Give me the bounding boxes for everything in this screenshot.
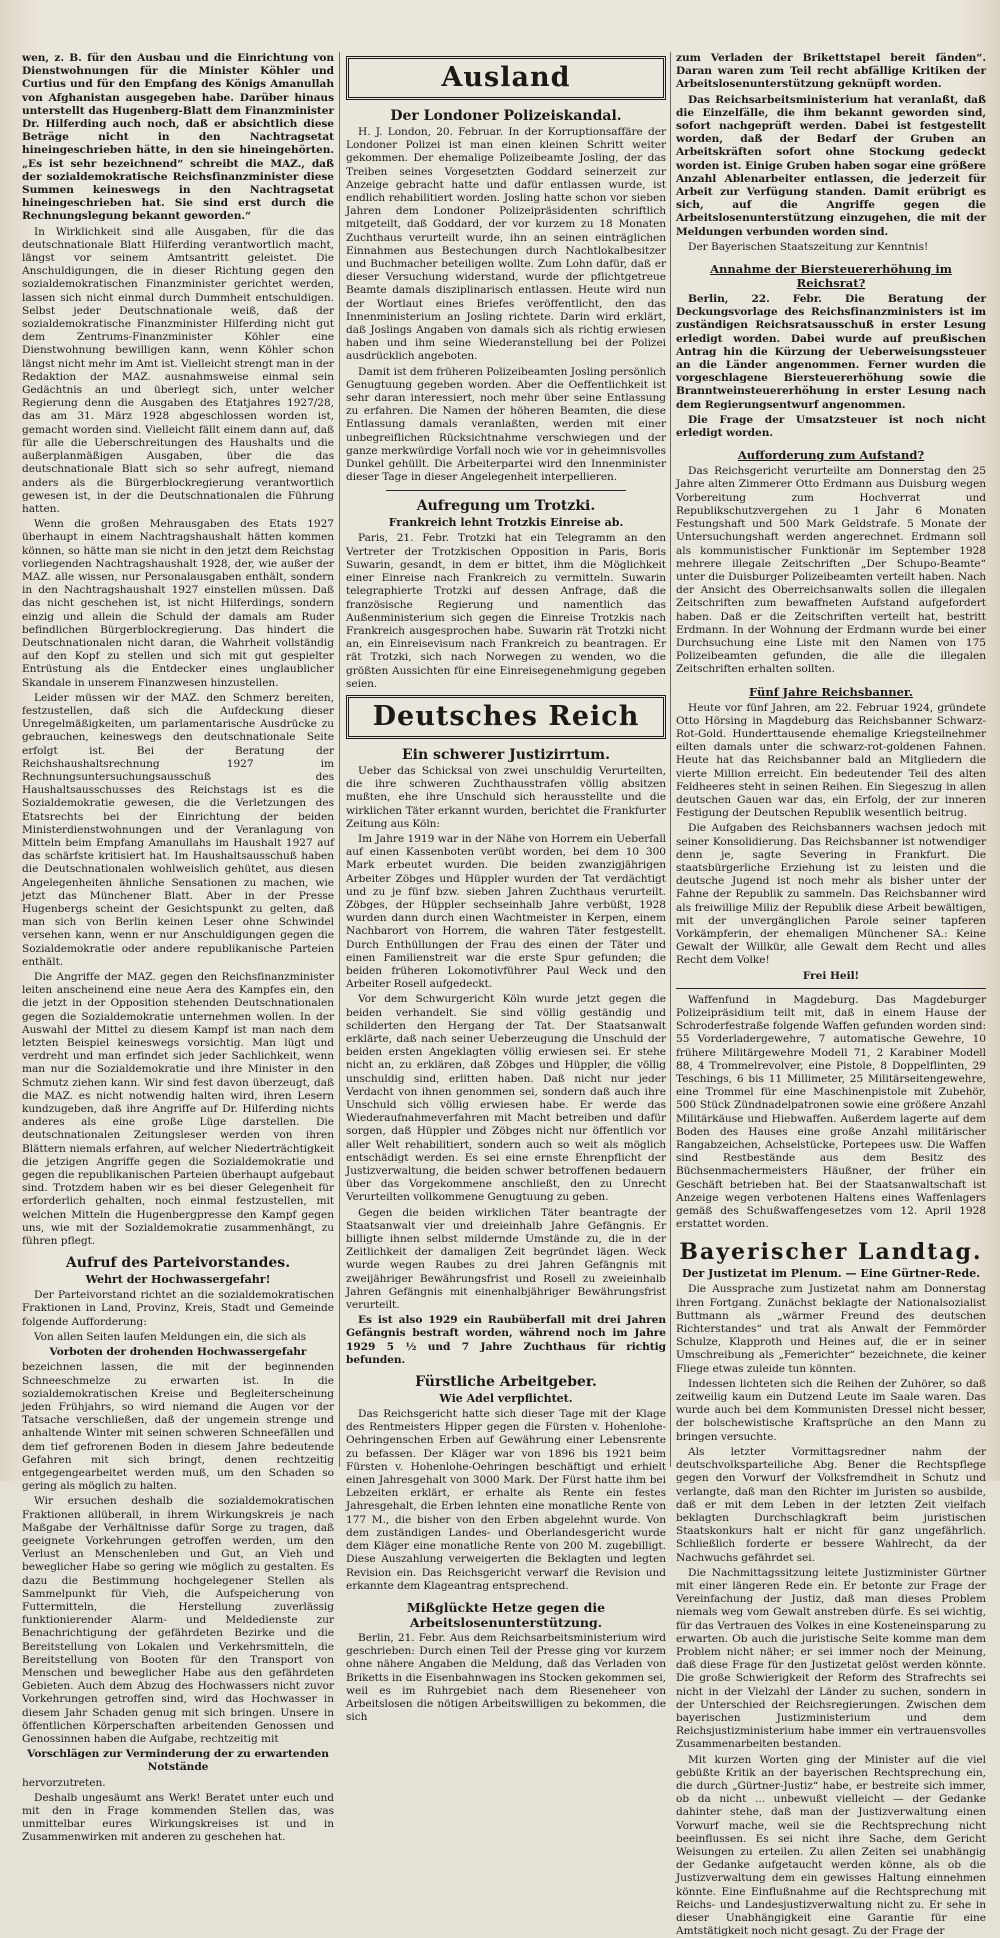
section-heading-ausland: Ausland bbox=[346, 56, 666, 100]
article-paragraph: Ueber das Schicksal von zwei unschuldig Verurteilten, die ihre schweren Zuchthausstrafen völlig absitzen mußten, ehe ihre Unschuld sich herausstellte und die wirklichen Täter erkannt wurden, berichtet die Frankfurter Zeitung aus Köln: bbox=[346, 764, 666, 830]
article-paragraph: zum Verladen der Brikettstapel bereit fänden“. Daran waren zum Teil recht abfällige Kritiken der Arbeitslosenunterstützung geknüpft worden. bbox=[676, 52, 986, 91]
article-paragraph: Die Frage der Umsatzsteuer ist noch nicht erledigt worden. bbox=[676, 413, 986, 440]
subheadline-trotzki: Frankreich lehnt Trotzkis Einreise ab. bbox=[388, 516, 624, 530]
article-paragraph: Deshalb ungesäumt ans Werk! Beratet unter euch und mit den in Frage kommenden Stellen das, was unmittelbar eures Wirkungskreises ist und in Zusammenwirken mit anderen zu geschehen hat. bbox=[22, 1791, 334, 1844]
column-right bbox=[676, 52, 986, 1938]
headline-fuerst: Fürstliche Arbeitgeber. bbox=[415, 1374, 597, 1391]
headline-reichsbanner: Fünf Jahre Reichsbanner. bbox=[749, 684, 913, 699]
article-paragraph: hervorzutreten. bbox=[22, 1776, 106, 1789]
article-paragraph: bezeichnen lassen, die mit der beginnenden Schneeschmelze zu erwarten ist. In die sozialdemokratischen Kreise und Begleiterscheinung jeden Frühjahrs, so wird niemand die Augen vor der Tatsache verschließen, daß der ungemein strenge und anhaltende Winter mit seinen schweren Schneefällen und dem tief gefrorenen Boden in diesem Jahre bedeutende Gefahren mit sich bringt, denen rechtzeitig entgegengearbeitet werden muß, um den Schaden so gering als möglich zu halten. bbox=[22, 1361, 334, 1493]
emphasis-line: Vorboten der drohenden Hochwassergefahr bbox=[49, 1346, 307, 1359]
article-paragraph: Von allen Seiten laufen Meldungen ein, die sich als bbox=[34, 1330, 307, 1343]
article-paragraph: Der Parteivorstand richtet an die sozialdemokratischen Fraktionen in Land, Provinz, Kreis, Stadt und Gemeinde folgende Aufforderung: bbox=[22, 1289, 334, 1328]
subheadline-fuerst: Wie Adel verpflichtet. bbox=[439, 1392, 573, 1406]
article-paragraph: Indessen lichteten sich die Reihen der Zuhörer, so daß zeitweilig kaum ein Dutzend Leute im Saale waren. Das wurde auch bei dem Kommunisten Dressel nicht besser, der bolschewistische Kraftsprüche an den Mann zu bringen versuchte. bbox=[676, 1377, 986, 1443]
article-paragraph: Im Jahre 1919 war in der Nähe von Horrem ein Ueberfall auf einen Kassenboten verübt worden, bei dem 10 300 Mark erbeutet wurden. Die beiden zwanzigjährigen Arbeiter Zöbges und Hüppler wurden der Tat verdächtigt und zu je fünf bzw. sieben Jahren Zuchthaus verurteilt. Zöbges, der Hüppler sechseinhalb Jahre verbüßt, 1928 wurden dann durch einen Wachtmeister in Kerpen, einem Nachbarort von Horrem, die wahren Täter festgestellt. Durch Enthüllungen der Frau des einen der Täter und einen Familienstreit war die erste Spur gefunden; die beiden früheren Lokomotivführer Paul Weck und den Arbeiter Rosell aufgedeckt. bbox=[346, 832, 666, 991]
subheadline-landtag: Der Justizetat im Plenum. — Eine Gürtner-Rede. bbox=[681, 1267, 981, 1281]
article-paragraph: Wenn die großen Mehrausgaben des Etats 1927 überhaupt in einem Nachtragshaushalt hätten kommen können, so hätte man sie nicht in den jetzt dem Reichstag vorliegenden Nachtragshaushalt 1928, der, wie außer der MAZ. alle wissen, nur Personalausgaben enthält, sondern in den Nachtragshaushalt 1927 einstellen müssen. Daß das nicht geschehen ist, ist nicht Hilferdings, sondern einzig und allein die Schuld der damals am Ruder befindlichen Bürgerblockregierung. Das hindert die Deutschnationalen nicht daran, die Wahrheit vollständig auf den Kopf zu stellen und sich mit gut gespielter Entrüstung als die Entdecker eines unglaublicher Skandale in unserem Finanzwesen hinzustellen. bbox=[22, 518, 334, 689]
headline-hetze: Mißglückte Hetze gegen die Arbeitslosenunterstützung. bbox=[406, 1599, 606, 1630]
column-middle bbox=[346, 52, 666, 1724]
article-paragraph: Das Reichsarbeitsministerium hat veranlaßt, daß die Einzelfälle, die ihm bekannt geworden sind, sofort nachgeprüft werden. Dabei ist festgestellt worden, daß der Bedarf der Gruben an Arbeitskräften sofort ohne Stockung gedeckt worden ist. Einige Gruben haben sogar eine größere Anzahl Ablenarbeiter entlassen, die jederzeit für Arbeit zur Verfügung standen. Damit erübrigt es sich, auf die Angriffe gegen die Arbeitslosenunterstützung einzugehen, die mit der Meldungen verbunden worden sind. bbox=[676, 93, 986, 238]
article-paragraph: Mit kurzen Worten ging der Minister auf die viel gebüßte Kritik an der bayerischen Rechtsprechung ein, die durch „Gürtner-Justiz“ habe, er bestreite sich immer, ob da nicht ... unbewußt vielleicht — der Gedanke dahinter stehe, daß man der Justizverwaltung einen Vorwurf mache, weil sie die Rechtsprechung nicht beeinflussen. Es sei nicht ihre Sache, dem Gericht Weisungen zu erteilen. Zu allen Zeiten sei unabhängig der Gedanke aufgetaucht werden könne, als ob die Justizverwaltung dem ein gewisses Haltung einnehmen könnte. Eine Einflußnahme auf die Rechtsprechung mit Reichs- und Landesjustizverwaltung nicht zu. Er sehe in dieser Unabhängigkeit eine Garantie für eine Amtstätigkeit noch nicht gesagt. Zu der Frage der bbox=[676, 1753, 986, 1938]
article-paragraph: Die Nachmittagssitzung leitete Justizminister Gürtner mit einer längeren Rede ein. Er betonte zur Frage der Vereinfachung der Justiz, daß man dieses Problem niemals weg vom Gewalt anstreben dürfe. Es sei wichtig, für das Vertrauen des Volkes in eine Kosteneinsparung zu erwarten. Ob auch die juristische Seite komme man dem Problem nicht näher; er sei immer noch der Meinung, daß diese Frage für den Justizetat gelöst werden könnte. Die große Schwierigkeit der Reform des Strafrechts sei nicht in der Vielzahl der Länder zu suchen, sondern in der Unterschied der Reichsregierungen. Zwischen dem bayerischen Justizministerium und dem Reichsjustizministerium habe immer ein vertrauensvolles Zusammenarbeiten bestanden. bbox=[676, 1566, 986, 1751]
subheadline-aufruf: Wehrt der Hochwassergefahr! bbox=[85, 1273, 271, 1287]
closing-salute: Frei Heil! bbox=[802, 969, 860, 982]
article-paragraph: Das Reichsgericht hatte sich dieser Tage mit der Klage des Rentmeisters Hipper gegen die Fürsten v. Hohenlohe-Oehringenschen Erben auf Gewährung einer Lebensrente zu befassen. Der Kläger war von 1896 bis 1921 beim Fürsten v. Hohenlohe-Oehringen beschäftigt und erhielt einen Jahresgehalt von 3000 Mark. Der Fürst hatte ihm bei Lebzeiten erklärt, er erhalte als Rente ein festes Jahresgehalt, die Erben lehnten eine monatliche Rente von 177 M., die bisher von den Erben abgelehnt wurde. Von dem zuständigen Landes- und Oberlandesgericht wurde dem Kläger eine monatliche Rente von 200 M. zugebilligt. Diese Auszahlung verweigerten die Beklagten und legten Revision ein. Das Reichsgericht verwarf die Revision und erkannte dem Klageantrag entsprechend. bbox=[346, 1408, 666, 1592]
article-paragraph: Die Angriffe der MAZ. gegen den Reichsfinanzminister leiten anscheinend eine neue Aera des Kampfes ein, den die jetzt in der Opposition stehenden Deutschnationalen gegen die Sozialdemokratie unternehmen wollen. In der Auswahl der Mittel zu diesem Kampf ist man nach dem letzten Beispiel keineswegs vorsichtig. Man lügt und verdreht und man erfindet sich jeder Sachlichkeit, wenn man nur die Sozialdemokratie und ihre Minister in den Schmutz ziehen kann. Wir sind fest davon überzeugt, daß die MAZ. es nicht notwendig halten wird, ihren Lesern kundzugeben, daß ihre Angriffe auf Dr. Hilferding nichts anderes als eine große Lüge darstellen. Die deutschnationalen Zeitungsleser werden von ihren Blättern niemals erfahren, auf welcher Niederträchtigkeit die jetzigen Angriffe gegen die Sozialdemokratie und gegen die republikanischen Parteien überhaupt aufgebaut sind. Trotzdem haben wir es bei dieser Gelegenheit für erforderlich gehalten, noch einmal festzustellen, mit welchen Mitteln die Hugenbergpresse den Kampf gegen uns, wie mit der Sozialdemokratie zusammenhängt, zu führen pflegt. bbox=[22, 971, 334, 1248]
headline-polizei: Der Londoner Polizeiskandal. bbox=[390, 108, 622, 124]
article-paragraph: Berlin, 21. Febr. Aus dem Reichsarbeitsministerium wird geschrieben: Durch einen Teil der Presse ging vor kurzem ohne nähere Angaben die Meldung, daß das Verladen von Briketts in die Eisenbahnwagen ins Stocken gekommen sei, weil es im Ruhrgebiet nach dem Rieseneheer von Arbeitslosen die nötigen Arbeitswilligen zu bekommen, die sich bbox=[346, 1631, 666, 1724]
article-paragraph: In Wirklichkeit sind alle Ausgaben, für die das deutschnationale Blatt Hilferding verantwortlich macht, längst vor seinem Amtsantritt geleistet. Die Anschuldigungen, die in dieser Richtung gegen den sozialdemokratischen Finanzminister gerichtet werden, lassen sich nicht einmal durch Dummheit entschuldigen. Selbst jeder Deutschnationale weiß, daß der sozialdemokratische Finanzminister Hilferding nicht gut dem Zentrums-Finanzminister Köhler eine Dienstwohnung bewilligen kann, wenn Köhler schon längst nicht mehr im Amt ist. Vielleicht strengt man in der Redaktion der MAZ. ausnahmsweise einmal sein Gedächtnis an und überlegt sich, unter welcher Regierung denn die Ausgaben des Etatjahres 1927/28, das am 31. März 1928 abgeschlossen worden ist, gemacht worden sind. Vielleicht fällt einem dann auf, daß für alle die Ueberschreitungen des Haushalts und die außerplanmäßigen Ausgaben, über die das deutschnationale Blatt sich so sehr aufregt, niemand anders als die Bürgerblockregierung verantwortlich gewesen ist, in der die Deutschnationalen die Führung hatten. bbox=[22, 225, 334, 515]
separator bbox=[386, 490, 626, 491]
article-paragraph: Die Aufgaben des Reichsbanners wachsen jedoch mit seiner Konsolidierung. Das Reichsbanner ist notwendiger denn je, sagte Severing in Frankfurt. Die staatsbürgerliche Erziehung ist zu leisten und die deutsche Jugend ist noch mehr als bisher unter der Fahne der Republik zu sammeln. Das Reichsbanner wird als freiwillige Miliz der Republik diese Arbeit bewältigen, mit der unvergänglichen Parole seiner tapferen Vorkämpferin, der ehemaligen Münchener SA.: Keine Gewalt der Willkür, alle Gewalt dem Recht und alles Recht dem Volke! bbox=[676, 822, 986, 967]
headline-aufruf: Aufruf des Parteivorstandes. bbox=[65, 1255, 291, 1272]
article-paragraph: Der Bayerischen Staatszeitung zur Kenntnis! bbox=[688, 240, 929, 253]
article-paragraph: Wir ersuchen deshalb die sozialdemokratischen Fraktionen allüberall, in ihrem Wirkungskreis je nach Maßgabe der Verhältnisse dafür Sorge zu tragen, daß geeignete Vorkehrungen getroffen werden, um den Verlust an Menschenleben und Gut, an Vieh und beweglicher Habe so gering wie möglich zu gestalten. Es dazu die Bestimmung hochgelegener Stellen als Sammelpunkt für Vieh, die Aufspeicherung von Futtermitteln, die Herstellung zuverlässig funktionierender Alarm- und Meldedienste zur Benachrichtigung der gefährdeten Bezirke und die Bereitstellung von Lokalen und Verkehrsmitteln, die Bereitstellung von Booten für den Transport von Menschen und beweglicher Habe aus den gefährdeten Gebieten. Auch dem Abzug des Hochwassers nicht zuvor Vorkehrungen getroffen sind, wird das Hochwasser in diesem Jahr Schaden genug mit sich bringen. Unsere in öffentlichen Körperschaften arbeitenden Genossen und Genossinnen haben die Aufgabe, rechtzeitig mit bbox=[22, 1495, 334, 1745]
headline-aufforderung: Aufforderung zum Aufstand? bbox=[737, 448, 925, 463]
column-left bbox=[22, 52, 334, 1844]
column-rule bbox=[670, 52, 671, 1467]
article-paragraph: Das Reichsgericht verurteilte am Donnerstag den 25 Jahre alten Zimmerer Otto Erdmann aus Duisburg wegen Vorbereitung zum Hochverrat und Republikschutzvergehen zu 1 Jahr 6 Monaten Festungshaft und 500 Mark Geldstrafe. 5 Monate der Untersuchungshaft werden angerechnet. Erdmann soll als kommunistischer Funktionär im September 1928 mehrere illegale Zeitschriften „Der Schupo-Beamte“ unter die Duisburger Polizeibeamten verteilt haben. Nach der Ansicht des Oberreichsanwalts sollen die illegalen Zeitschriften zum bewaffneten Aufstand aufgefordert haben. Daß er die Zeitschriften verteilt hat, bestritt Erdmann. In der Wohnung der Erdmann wurde bei einer Durchsuchung eine Liste mit den Namen von 175 Polizeibeamten gefunden, die alle die illegalen Zeitschriften erhalten sollten. bbox=[676, 465, 986, 676]
column-rule bbox=[339, 52, 340, 1467]
article-paragraph: Vor dem Schwurgericht Köln wurde jetzt gegen die beiden verhandelt. Sie sind völlig geständig und schilderten den Hergang der Tat. Der Staatsanwalt erklärte, daß nach seiner Ueberzeugung die Unschuld der beiden ersten Angeklagten völlig erwiesen sei. Er stehe nicht an, zu erklären, daß Zöbges und Hüppler, die völlig unschuldig sind, erlitten haben. Daß nicht nur jeder Verdacht von ihnen genommen sei, sondern daß auch ihre Unschuld sich völlig erwiesen habe. Er werde das Wiederaufnahmeverfahren mit Macht betreiben und dafür sorgen, daß Hüppler und Zöbges nicht nur öffentlich vor aller Welt rehabilitiert, sondern auch so weit als möglich entschädigt werden. Es sei eine ernste Ehrenpflicht der Justizverwaltung, die beiden schwer betroffenen bedauern über das Vorgekommene anschließt, den zu Unrecht Verurteilten vollkommene Genugtuung zu geben. bbox=[346, 993, 666, 1204]
headline-justiz: Ein schwerer Justizirrtum. bbox=[402, 746, 610, 763]
article-paragraph: Berlin, 22. Febr. Die Beratung der Deckungsvorlage des Reichsfinanzministers ist im zuständigen Reichsratsausschuß in erster Lesung erledigt worden. Dabei wurde auf preußischen Antrag hin die Kürzung der Ueberweisungssteuer an die Länder angenommen. Ferner wurden die vorgeschlagene Biersteuererhöhung sowie die Branntweinsteuererhöhung in erster Lesung nach dem Regierungsentwurf angenommen. bbox=[676, 293, 986, 411]
article-paragraph: Paris, 21. Febr. Trotzki hat ein Telegramm an den Vertreter der Trotzkischen Opposition in Paris, Boris Suwarin, gesandt, in dem er bittet, ihm die Möglichkeit einer Einreise nach Frankreich zu vermitteln. Suwarin telegraphierte Trotzki auf dessen Anfrage, daß die französische Regierung und namentlich das Außenministerium sich gegen die Einreise Trotzkis nach Frankreich ausgesprochen habe. Suwarin rät Trotzki nicht an, ein Einreisevisum nach Frankreich zu beantragen. Er rät Trotzki, sich nach Norwegen zu wenden, wo die größten Aussichten für eine Einreisegenehmigung gegeben seien. bbox=[346, 532, 666, 690]
article-paragraph: Als letzter Vormittagsredner nahm der deutschvolksparteiliche Abg. Bener die Rechtspflege gegen den Vorwurf der Volksfremdheit in Schutz und verlangte, daß man den Richter im Juristen so ausbilde, daß er mit dem Leben in der letzten Zeit vielfach beklagten Durchschlagkraft beim juristischen Staatskonkurs halt er nicht für ganz ungefährlich. Schließlich forderte er bessere Wahlrecht, da der Nachwuchs gefährdet sei. bbox=[676, 1445, 986, 1564]
headline-landtag: Bayerischer Landtag. bbox=[679, 1239, 983, 1266]
article-paragraph: wen, z. B. für den Ausbau und die Einrichtung von Dienstwohnungen für die Minister Köhler und Curtius und für den Empfang des Königs Amanullah von Afghanistan ausgegeben habe. Darüber hinaus unterstellt das Hugenberg-Blatt dem Finanzminister Dr. Hilferding auch noch, daß er absichtlich diese Beträge nicht in den Nachtragsetat hineingeschrieben hätte, in den sie hineingehörten. „Es ist sehr bezeichnend“ schreibt die MAZ., daß der sozialdemokratische Reichsfinanzminister diese Summen keineswegs in den Nachtragsetat hineingeschrieben hat. Sie sind erst durch die Rechnungslegung bekannt geworden.“ bbox=[22, 52, 334, 223]
article-paragraph: Leider müssen wir der MAZ. den Schmerz bereiten, festzustellen, daß sich die Aufdeckung dieser Unregelmäßigkeiten, um parlamentarische Ausdrücke zu gebrauchen, keineswegs den deutschnationale Seite erfolgt ist. Bei der Beratung der Reichshaushaltsrechnung 1927 im Rechnungsuntersuchungsausschuß des Haushaltsausschusses des Reichstags ist es die Sozialdemokratie gewesen, die die Verletzungen des Etatsrechts bei der Einrichtung der beiden Ministerdienstwohnungen und der Veranlagung von Mitteln beim Empfang Amanullahs im Haushalt 1927 auf das schärfste kritisiert hat. Im Haushaltsausschuß haben die Deutschnationalen wohlweislich gehütet, aus diesen Angelegenheiten ähnliche Sensationen zu machen, wie jetzt das Münchener Blatt. Aber in der Presse Hugenbergs scheint der Gesichtspunkt zu gelten, daß man sich von Berlin keinen Leser ohne Schwindel versehen kann, wenn er nur Anschuldigungen gegen die Sozialdemokratie oder andere republikanische Parteien enthält. bbox=[22, 691, 334, 968]
separator bbox=[676, 988, 986, 989]
article-paragraph: Die Aussprache zum Justizetat nahm am Donnerstag ihren Fortgang. Zunächst beklagte der Nationalsozialist Buttmann als „wärmer Freund des deutschen Richterstandes“ und trat als Anwalt der Femmörder Schulze, Klapproth und Heines auf, die er in seiner Umschreibung als „Femerichter“ bezeichnete, die keiner Fliege etwas zuleide tun könnten. bbox=[676, 1283, 986, 1375]
article-paragraph: Heute vor fünf Jahren, am 22. Februar 1924, gründete Otto Hörsing in Magdeburg das Reichsbanner Schwarz-Rot-Gold. Hunderttausende ehemalige Kriegsteilnehmer eilten damals unter die schwarz-rot-goldenen Fahnen. Heute hat das Reichsbanner bald an Mitgliedern die vierte Million erreicht. Ein bedeutender Teil des alten Feldheeres steht in seinen Reihen. Ein Siegeszug in allen deutschen Gauen war das, ein Erfolg, der zur inneren Festigung der Deutschen Republik wesentlich beitrug. bbox=[676, 701, 986, 820]
emphasis-line: Vorschlägen zur Verminderung der zu erwartenden Notstände bbox=[27, 1748, 329, 1774]
headline-trotzki: Aufregung um Trotzki. bbox=[416, 498, 596, 515]
article-paragraph: H. J. London, 20. Februar. In der Korruptionsaffäre der Londoner Polizei ist man einen kleinen Schritt weiter gekommen. Der ehemalige Polizeibeamte Josling, der das Treiben seines Vorgesetzten Goddard seinerzeit zur Anzeige gebracht hatte und dafür entlassen wurde, ist endlich rehabilitiert worden. Josling hatte schon vor sieben Jahren dem Londoner Polizeipräsidenten schriftlich mitgeteilt, daß Goddard, der vor kurzem zu 18 Monaten Zuchthaus verurteilt wurde, ihn an seinen einträglichen Einnahmen aus Bestechungen durch Nachtlokalbesitzer und Buchmacher beteiligen wollte. Zum Lohn dafür, daß er dieser Versuchung widerstand, wurde der pflichtgetreue Beamte damals disziplinarisch entlassen. Heute wird nun der Wortlaut eines Briefes veröffentlicht, den das Innenministerium an Josling richtete. Darin wird erklärt, daß Joslings Angaben von damals sich als richtig erwiesen haben und ihm seine Wiederanstellung bei der Polizei ausdrücklich angeboten. bbox=[346, 126, 666, 363]
headline-bier: Annahme der Biersteuererhöhung im Reichsrat? bbox=[710, 262, 952, 291]
article-paragraph: Gegen die beiden wirklichen Täter beantragte der Staatsanwalt vier und dreieinhalb Jahre Gefängnis. Er billigte ihnen selbst mildernde Umstände zu, die in der Zeitlichkeit der damaligen Zeit begründet lägen. Weck wurde wegen Raubes zu drei Jahren Gefängnis mit zweijähriger Bewährungsfrist und Rosell zu zweieinhalb Jahren Gefängnis mit einenhalbjähriger Bewährungsfrist verurteilt. bbox=[346, 1206, 666, 1312]
article-paragraph: Waffenfund in Magdeburg. Das Magdeburger Polizeipräsidium teilt mit, daß in einem Hause der Schroderfestraße folgende Waffen gefunden worden sind: 55 Vorderladergewehre, 7 automatische Gewehre, 10 frühere Militärgewehre Modell 71, 2 Karabiner Modell 88, 4 Trommelrevolver, eine Pistole, 8 Doppelflinten, 29 Teschings, 6 bis 11 Millimeter, 25 Militärseitengewehre, eine Trommel für eine Maschinenpistole mit Zubehör, 500 Stück Zündnadelpatronen sowie eine größere Anzahl Militärkäuse und Hiebwaffen. Außerdem lagerte auf dem Boden des Hauses eine große Anzahl militärischer Rangabzeichen, Achselstücke, Portepees usw. Die Waffen sind Restbestände aus dem Besitz des Büchsenmachermeisters Häußner, der früher ein Geschäft betrieben hat. Bei der Staatsanwaltschaft ist Anzeige wegen verbotenen Haltens eines Waffenlagers gemäß des Schußwaffengesetzes vom 12. April 1928 erstattet worden. bbox=[676, 993, 986, 1231]
section-heading-reich: Deutsches Reich bbox=[346, 695, 666, 739]
article-paragraph: Damit ist dem früheren Polizeibeamten Josling persönlich Genugtuung gegeben worden. Aber die Oeffentlichkeit ist sehr daran interessiert, noch mehr über seine Entlassung zu erfahren. Die Namen der höheren Beamten, die diese Entlassung damals veranlaßten, werden mit einer unbegreiflichen Rücksichtnahme verschwiegen und der ganze merkwürdige Vorfall noch wie vor in geheimnisvolles Dunkel gehüllt. Die Arbeiterpartei wird den Innenminister dieser Tage in dieser Angelegenheit interpellieren. bbox=[346, 365, 666, 484]
article-paragraph: Es ist also 1929 ein Raubüberfall mit drei Jahren Gefängnis bestraft worden, während noch im Jahre 1929 5 ½ und 7 Jahre Zuchthaus für richtig befunden. bbox=[346, 1314, 666, 1366]
